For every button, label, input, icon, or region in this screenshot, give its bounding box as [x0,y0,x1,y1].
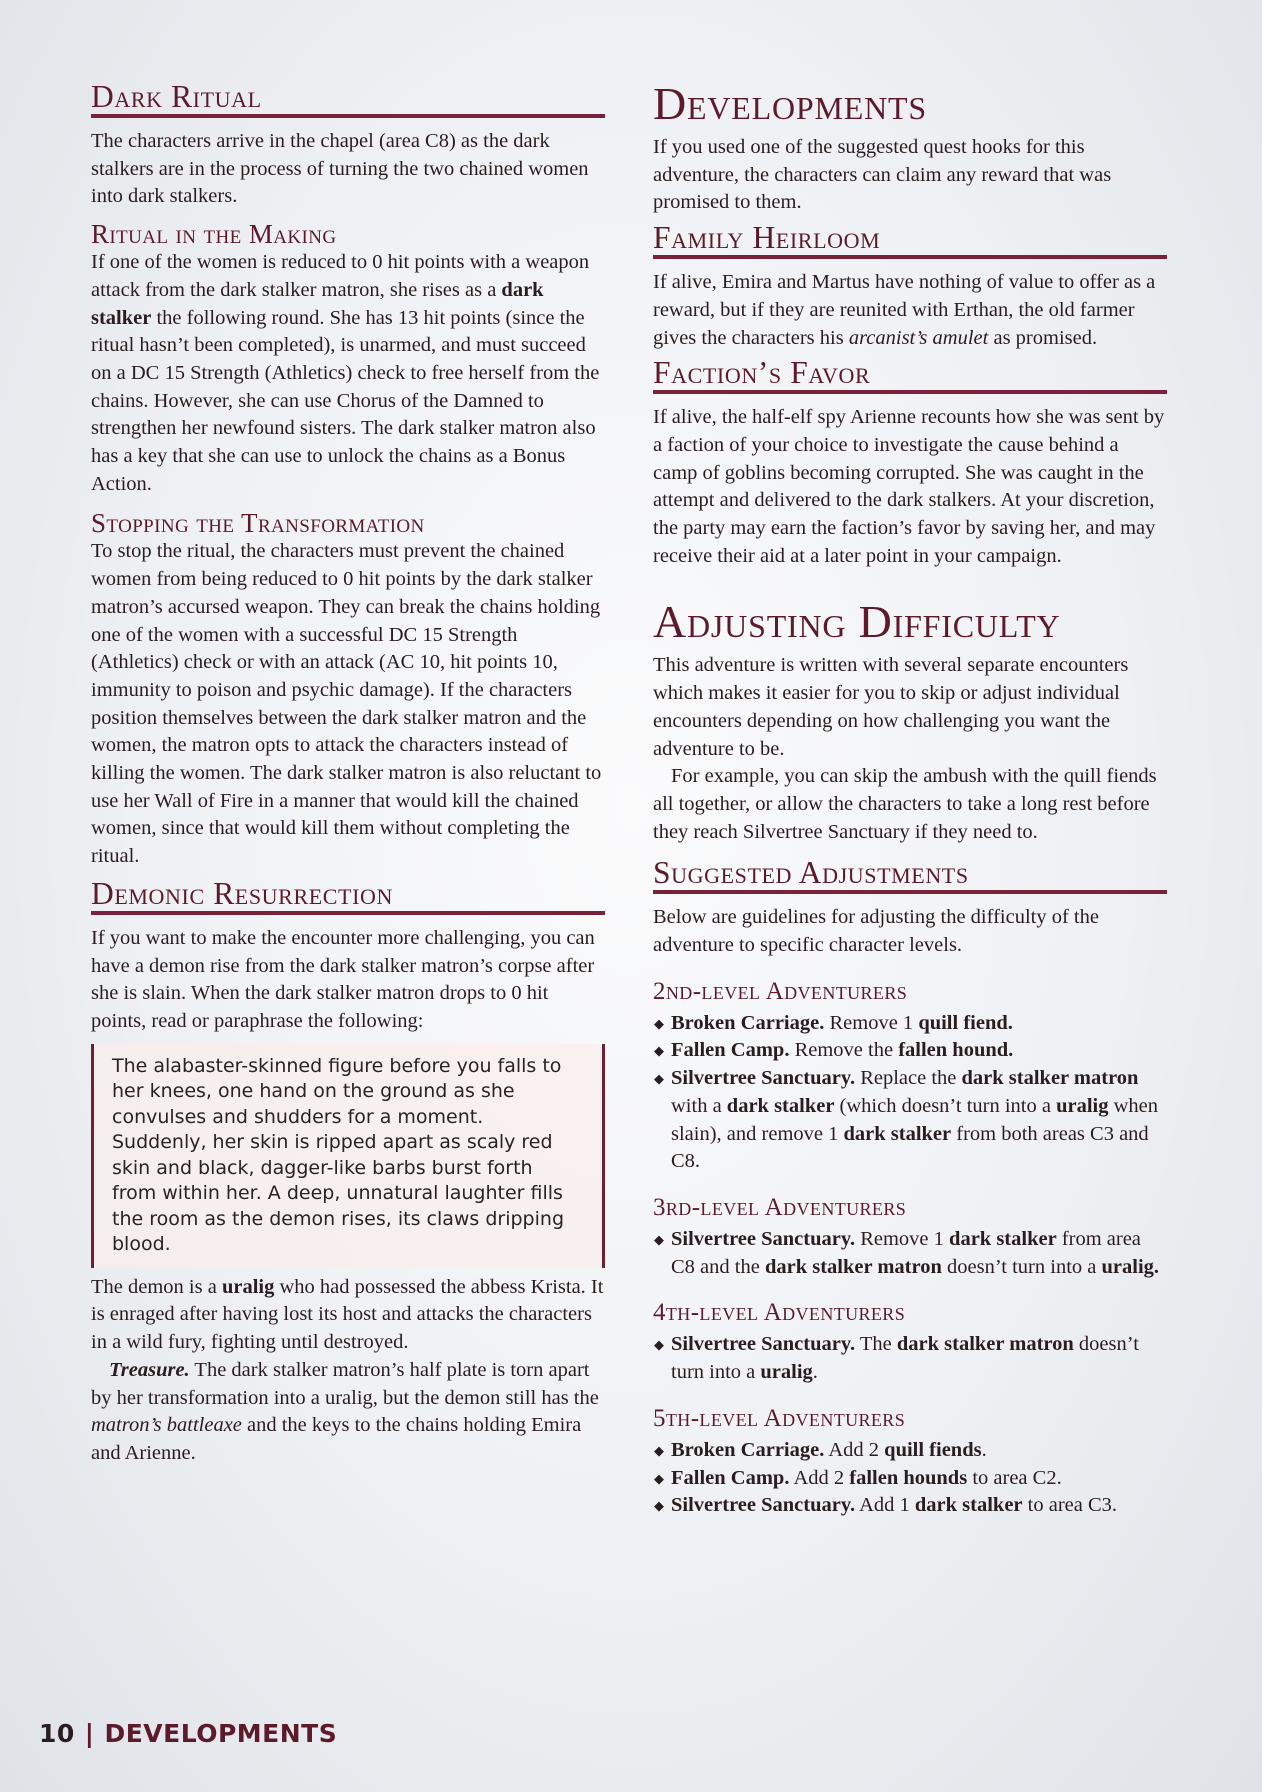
heading-stopping-transformation: Stopping the Transformation [91,508,425,539]
list-item: ◆ Fallen Camp. Remove the fallen hound. [654,1039,1014,1062]
heading-level-5: 5th-level Adventurers [653,1404,906,1432]
heading-dark-ritual: Dark Ritual [91,80,605,118]
level-3-list [653,1226,1167,1281]
right-column [653,80,1167,1520]
footer-separator: | [84,1719,95,1748]
demonic-text: If you want to make the encounter more challenging, you can have a demon rise from the dark stalker matron’s corpse after she is slain. When the dark stalker matron drops to 0 hit points, read or paraphrase the following: [91,926,595,1032]
treasure-text: Treasure. The dark stalker matron’s half plate is torn apart by her transformation into a uralig, but the demon still has the matron’s battleaxe and the keys to the chains holding Emira and Arienne. [91,1358,599,1464]
demon-text: The demon is a uralig who had possessed the abbess Krista. It is enraged after having lost its host and attacks the characters in a wild fury, fighting until destroyed. [91,1275,604,1354]
level-5-list [653,1437,1167,1520]
list-item: ◆ Silvertree Sanctuary. Remove 1 dark stalker from area C8 and the dark stalker matron doesn’t turn into a uralig. [654,1227,1160,1278]
heading-level-3: 3rd-level Adventurers [653,1193,907,1221]
heading-level-2: 2nd-level Adventurers [653,977,908,1005]
level-2-list [653,1010,1167,1176]
heading-family-heirloom: Family Heirloom [653,221,1167,259]
heading-level-4: 4th-level Adventurers [653,1299,906,1327]
page-footer [39,1719,337,1748]
page-number: 10 [39,1719,75,1748]
factions-favor-text: If alive, the half-elf spy Arienne recounts how she was sent by a faction of your choice to investigate the cause behind a camp of goblins becoming corrupted. She was caught in the attempt and delivered to the dark stalkers. At your discretion, the party may earn the faction’s favor by saving her, and may receive their aid at a later point in your campaign. [653,406,1165,567]
adjusting-text-2: For example, you can skip the ambush with the quill fiends all together, or allow the characters to take a long rest before they reach Silvertree Sanctuary if they need to. [653,765,1157,843]
heading-factions-favor: Faction’s Favor [653,356,1167,394]
developments-text: If you used one of the suggested quest hooks for this adventure, the characters can claim any reward that was promised to them. [653,136,1112,214]
list-item: ◆ Broken Carriage. Add 2 quill fiends. [654,1438,987,1461]
level-4-list [653,1331,1167,1386]
list-item: ◆ Silvertree Sanctuary. The dark stalker matron doesn’t turn into a uralig. [654,1333,1139,1384]
heading-developments: Developments [653,78,927,129]
left-column [91,80,605,1468]
heading-adjusting-difficulty: Adjusting Difficulty [653,596,1061,648]
read-aloud-box: The alabaster-skinned figure before you falls to her knees, one hand on the ground as she convulses and shudders for a moment. Suddenly, her skin is ripped apart as scaly red skin and black, dagger-like barbs burst forth from within her. A deep, unnatural laughter fills the room as the demon rises, its claws dripping blood. [91,1044,605,1268]
footer-section-title: DEVELOPMENTS [104,1719,338,1748]
heading-ritual-in-making: Ritual in the Making [91,219,337,250]
suggested-text: Below are guidelines for adjusting the difficulty of the adventure to specific character levels. [653,906,1099,957]
list-item: ◆ Fallen Camp. Add 2 fallen hounds to area C2. [654,1466,1062,1489]
list-item: ◆ Silvertree Sanctuary. Replace the dark stalker matron with a dark stalker (which doesn’t turn into a uralig when slain), and remove 1 dark stalker from both areas C3 and C8. [654,1067,1159,1173]
list-item: ◆ Broken Carriage. Remove 1 quill fiend. [654,1011,1013,1034]
dark-ritual-text: The characters arrive in the chapel (area C8) as the dark stalkers are in the process of turning the two chained women into dark stalkers. [91,130,589,208]
heading-suggested-adjustments: Suggested Adjustments [653,856,1167,894]
list-item: ◆ Silvertree Sanctuary. Add 1 dark stalker to area C3. [654,1494,1118,1517]
adjusting-text-1: This adventure is written with several separate encounters which makes it easier for you to skip or adjust individual encounters depending on how challenging you want the adventure to be. [653,654,1129,760]
stopping-text: To stop the ritual, the characters must prevent the chained women from being reduced to 0 hit points by the dark stalker matron’s accursed weapon. They can break the chains holding one of the women with a successful DC 15 Strength (Athletics) check or with an attack (AC 10, hit points 10, immunity to poison and psychic damage). If the characters position themselves between the dark stalker matron and the women, the matron opts to attack the characters instead of killing the women. The dark stalker matron is also reluctant to use her Wall of Fire in a manner that would kill the chained women, since that would kill them without completing the ritual. [91,540,602,868]
ritual-in-making-text: If one of the women is reduced to 0 hit points with a weapon attack from the dark stalker matron, she rises as a dark stalker the following round. She has 13 hit points (since the ritual hasn’t been completed), is unarmed, and must succeed on a DC 15 Strength (Athletics) check to free herself from the chains. However, she can use Chorus of the Damned to strengthen her newfound sisters. The dark stalker matron also has a key that she can use to unlock the chains as a Bonus Action. [91,251,600,495]
family-heirloom-text: If alive, Emira and Martus have nothing of value to offer as a reward, but if they are reunited with Erthan, the old farmer gives the characters his arcanist’s amulet as promised. [653,271,1156,349]
heading-demonic-resurrection: Demonic Resurrection [91,877,605,915]
